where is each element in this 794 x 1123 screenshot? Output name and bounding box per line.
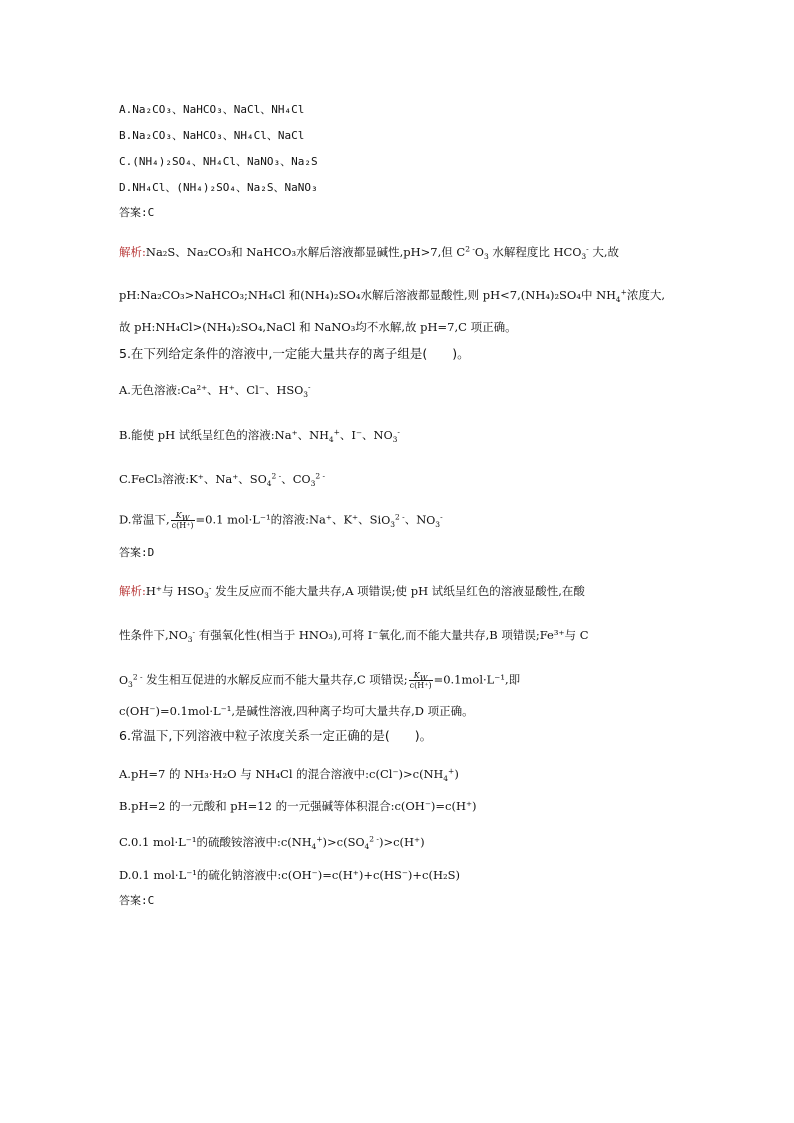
option-b-q6: B.pH=2 的一元酸和 pH=12 的一元强碱等体积混合:c(OH⁻)=c(H⁺): [119, 799, 477, 813]
answer-q4: 答案:C: [119, 206, 155, 219]
explain-q4-line2: pH:Na₂CO₃>NaHCO₃;NH₄Cl 和(NH₄)₂SO₄水解后溶液都显酸性,则 pH<7,(NH₄)₂SO₄中 $NH_4^+$浓度大,: [119, 287, 666, 305]
option-d-q4: D.NH₄Cl、(NH₄)₂SO₄、Na₂S、NaNO₃: [119, 181, 318, 194]
option-c-q5: C.FeCl₃溶液:K⁺、Na⁺、$SO_4^{2 -}$、$CO_3^{2 -}$: [119, 471, 326, 489]
answer-q6: 答案:C: [119, 894, 155, 907]
question-5-stem: 5.在下列给定条件的溶液中,一定能大量共存的离子组是( )。: [119, 346, 470, 361]
option-b-q4: B.Na₂CO₃、NaHCO₃、NH₄Cl、NaCl: [119, 129, 305, 142]
kw-fraction: $\frac{K_W}{c(H^+)}$: [171, 511, 194, 530]
option-c-q4: C.(NH₄)₂SO₄、NH₄Cl、NaNO₃、Na₂S: [119, 155, 318, 168]
carbonate-ion: $^{2 -}O_3$: [465, 244, 489, 262]
explain-q5-line3: $O_3^{2 -}$ 发生相互促进的水解反应而不能大量共存,C 项错误; $\frac{K_W}{c(H^+)}$ =0.1mol·L⁻¹,即: [119, 671, 521, 690]
option-b-q5: B.能使 pH 试纸呈红色的溶液:Na⁺、$NH_4^+$、I⁻、$NO_3^-$: [119, 427, 400, 445]
option-a-q5: A.无色溶液:Ca²⁺、H⁺、Cl⁻、$HSO_3^-$: [119, 382, 311, 400]
answer-q5: 答案:D: [119, 546, 155, 559]
option-a-q6: A.pH=7 的 NH₃·H₂O 与 NH₄Cl 的混合溶液中$:c(Cl^-)>c(NH_4^+)$: [119, 766, 459, 784]
option-d-q6: D.0.1 mol·L⁻¹的硫化钠溶液中:c(OH⁻)=c(H⁺)+c(HS⁻)+c(H₂S): [119, 868, 460, 882]
bicarbonate-ion: $O_3^-$: [572, 244, 589, 262]
explain-q4-line1: 解析:Na₂S、Na₂CO₃和 NaHCO₃水解后溶液都显碱性,pH>7,但 $C^{2 -}O_3$ 水解程度比 $HCO_3^-$ 大,故: [119, 244, 620, 262]
option-c-q6: C.0.1 mol·L⁻¹的硫酸铵溶液中$:c(NH_4^+)>c(SO_4^{2 -})>c(H^+)$: [119, 834, 425, 852]
question-6-stem: 6.常温下,下列溶液中粒子浓度关系一定正确的是( )。: [119, 728, 433, 743]
explain-q5-line1: 解析:H⁺与 $HSO_3^-$ 发生反应而不能大量共存,A 项错误;使 pH 试纸呈红色的溶液显酸性,在酸: [119, 583, 585, 601]
explain-q4-line3: 故 pH:NH₄Cl>(NH₄)₂SO₄,NaCl 和 NaNO₃均不水解,故 pH=7,C 项正确。: [119, 320, 517, 334]
explain-label: 解析:: [119, 245, 146, 259]
option-d-q5: D.常温下, $\frac{K_W}{c(H^+)}$ =0.1 mol·L⁻¹的溶液:Na⁺、K⁺、SiO$_3^{2 -}$、$NO_3^-$: [119, 511, 443, 530]
ammonium-ion: $H_4^+$: [606, 287, 627, 305]
explain-q5-line2: 性条件下$,NO_3^-$ 有强氧化性(相当于 HNO₃),可将 I⁻氧化,而不能大量共存,B 项错误;Fe³⁺与 C: [119, 627, 589, 645]
explain-q5-line4: c(OH⁻)=0.1mol·L⁻¹,是碱性溶液,四种离子均可大量共存,D 项正确。: [119, 704, 474, 718]
option-a-q4: A.Na₂CO₃、NaHCO₃、NaCl、NH₄Cl: [119, 103, 305, 116]
